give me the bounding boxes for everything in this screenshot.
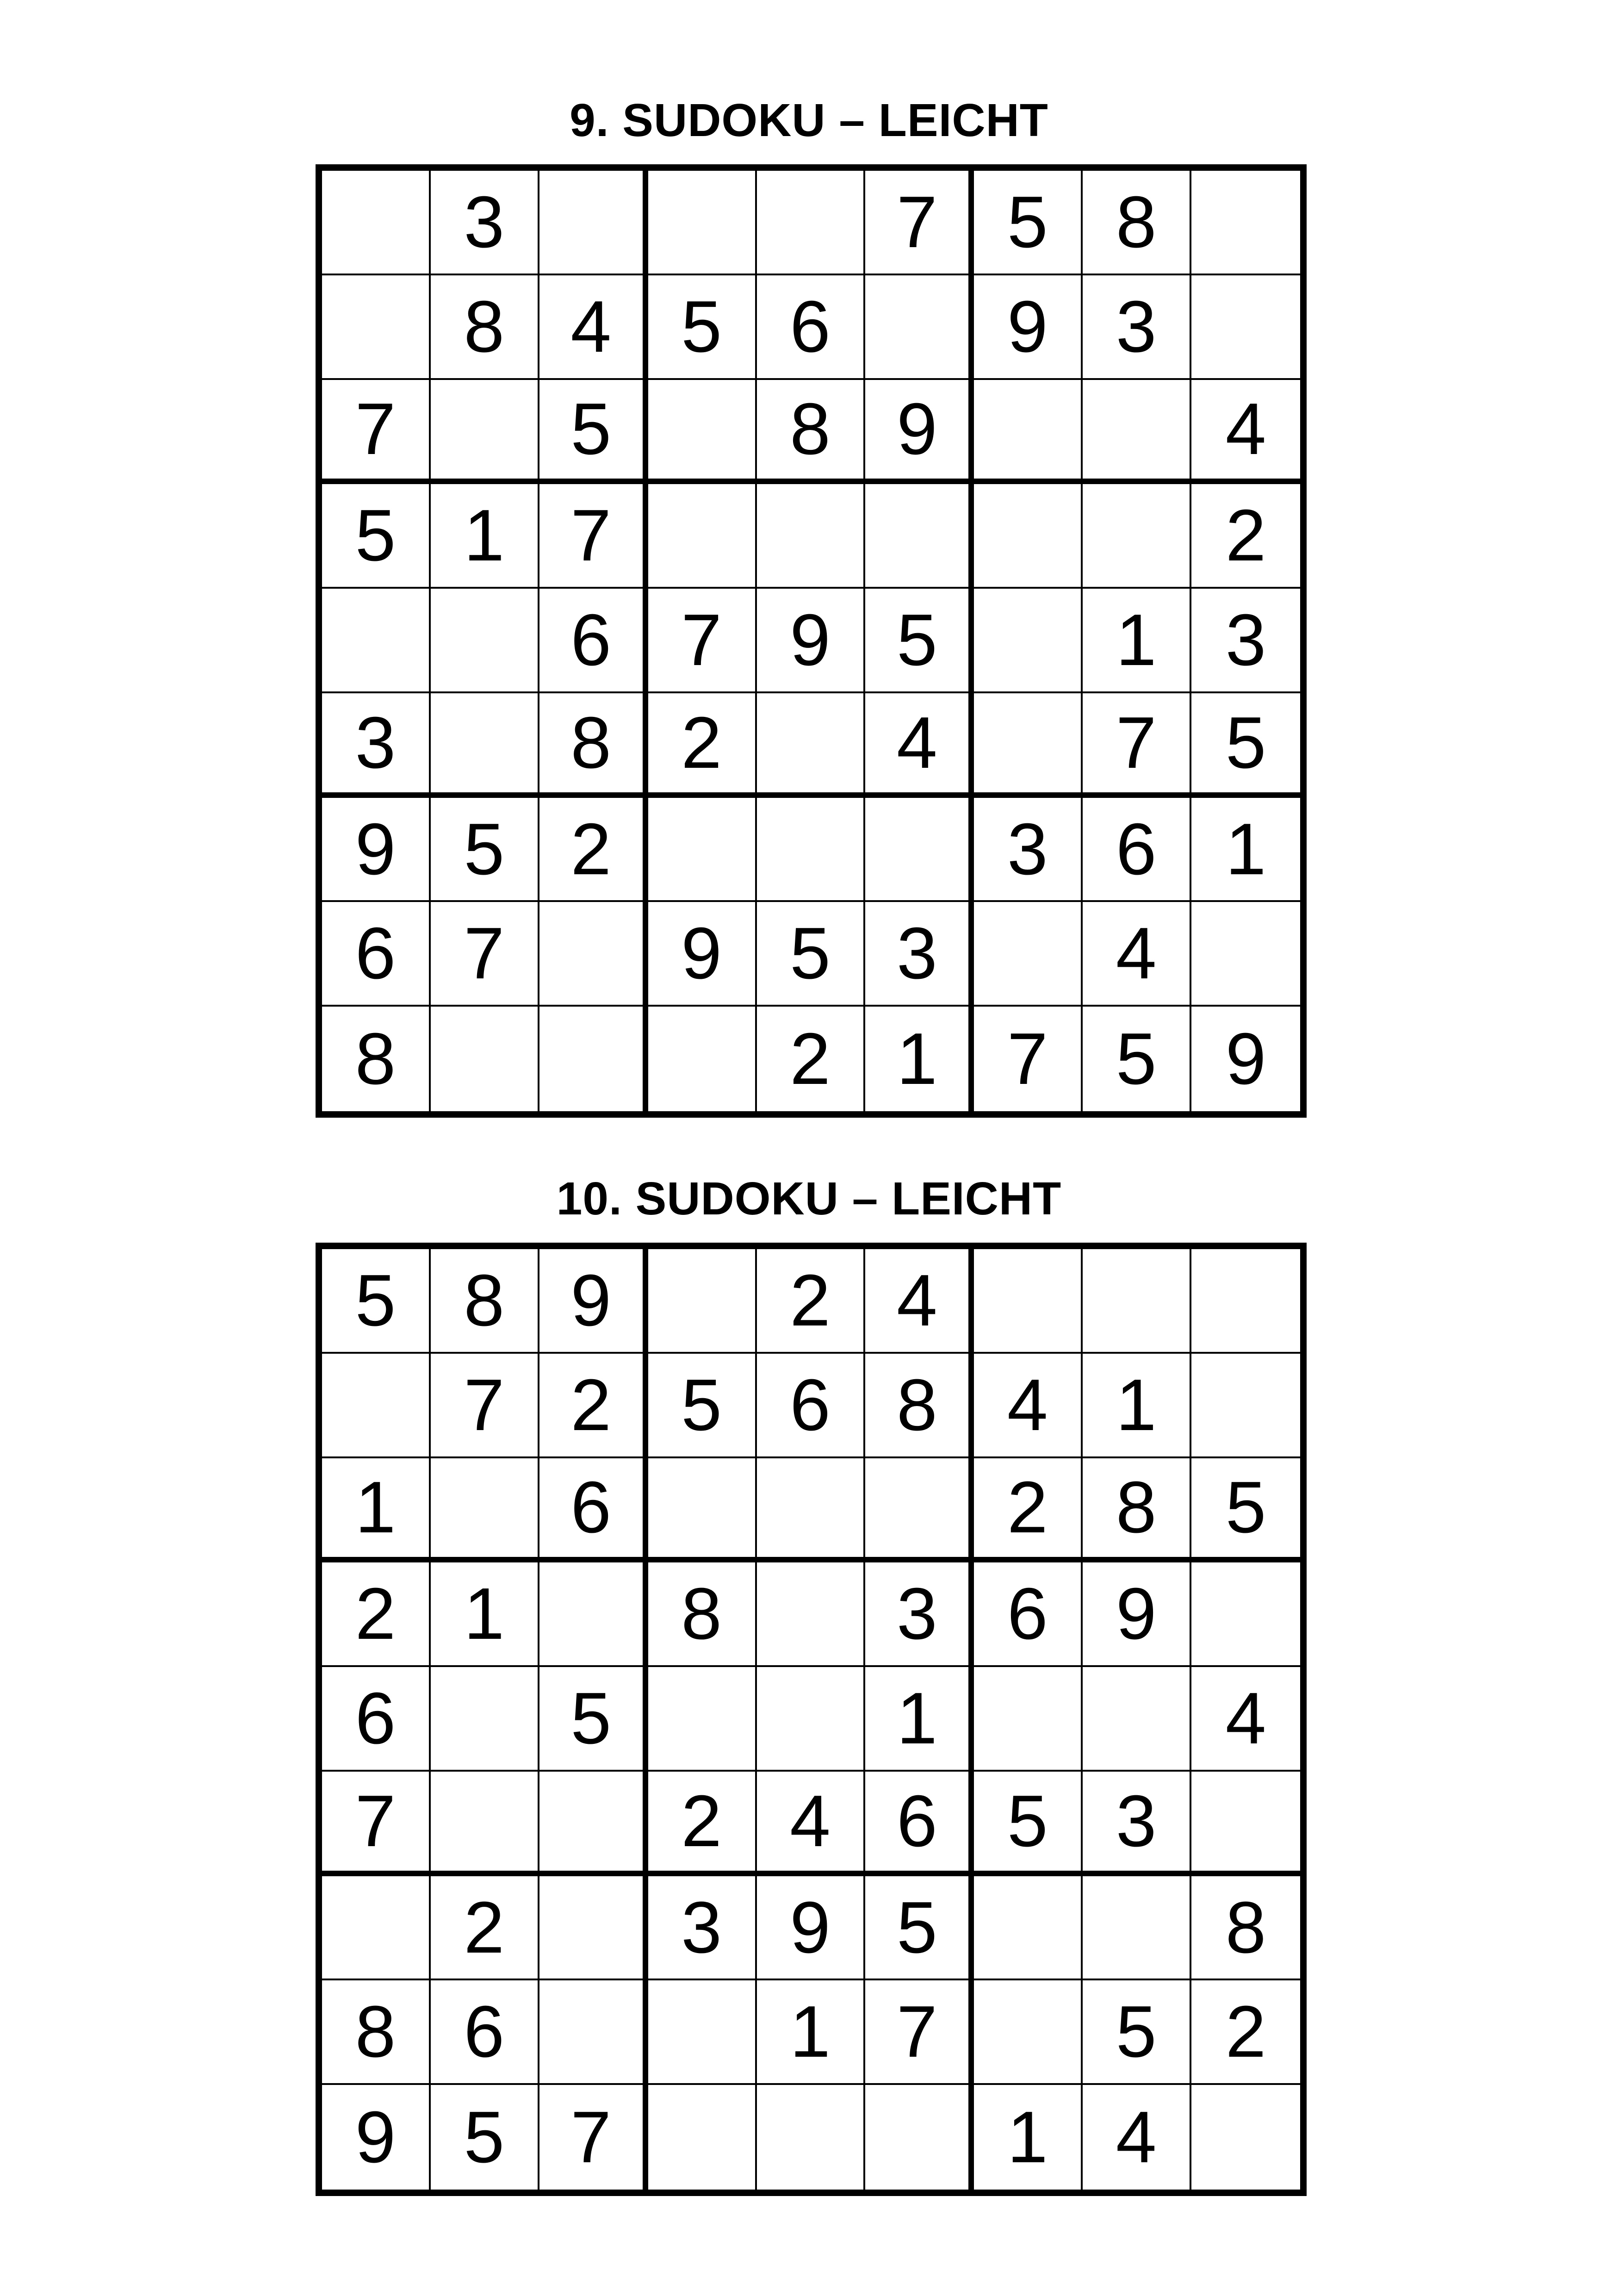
sudoku-cell[interactable]: 9 bbox=[1225, 1018, 1266, 1100]
sudoku-cell[interactable]: 2 bbox=[431, 1876, 539, 1981]
sudoku-cell[interactable]: 5 bbox=[322, 1249, 431, 1354]
sudoku-cell[interactable]: 6 bbox=[757, 1354, 866, 1458]
sudoku-cell[interactable] bbox=[1083, 1249, 1191, 1354]
sudoku-cell[interactable]: 8 bbox=[1083, 1458, 1191, 1563]
sudoku-cell[interactable] bbox=[431, 1772, 539, 1876]
sudoku-cell[interactable]: 7 bbox=[322, 1772, 431, 1876]
sudoku-cell[interactable]: 2 bbox=[757, 1007, 866, 1111]
sudoku-cell[interactable]: 4 bbox=[757, 1772, 866, 1876]
sudoku-cell[interactable] bbox=[757, 171, 866, 275]
sudoku-cell[interactable] bbox=[757, 1667, 866, 1772]
sudoku-cell[interactable]: 1 bbox=[865, 1007, 974, 1111]
sudoku-cell[interactable]: 5 bbox=[1083, 1007, 1191, 1111]
sudoku-cell[interactable]: 5 bbox=[648, 1354, 757, 1458]
sudoku-cell[interactable] bbox=[431, 589, 539, 693]
sudoku-cell[interactable] bbox=[1083, 484, 1191, 589]
sudoku-cell[interactable]: 6 bbox=[431, 1980, 539, 2085]
sudoku-cell[interactable]: 2 bbox=[322, 1562, 431, 1667]
sudoku-cell[interactable] bbox=[974, 1876, 1083, 1981]
sudoku-cell[interactable]: 6 bbox=[1083, 798, 1191, 902]
sudoku-cell[interactable] bbox=[974, 380, 1083, 485]
sudoku-cell[interactable]: 6 bbox=[757, 275, 866, 380]
sudoku-cell[interactable]: 8 bbox=[757, 380, 866, 485]
sudoku-cell[interactable] bbox=[1191, 902, 1300, 1007]
sudoku-cell[interactable]: 7 bbox=[865, 171, 974, 275]
sudoku-cell[interactable] bbox=[648, 1667, 757, 1772]
sudoku-cell[interactable]: 5 bbox=[757, 902, 866, 1007]
sudoku-cell[interactable] bbox=[431, 1458, 539, 1563]
sudoku-cell[interactable] bbox=[757, 1458, 866, 1563]
sudoku-cell[interactable] bbox=[865, 1458, 974, 1563]
sudoku-cell[interactable] bbox=[431, 693, 539, 798]
sudoku-cell[interactable]: 4 bbox=[974, 1354, 1083, 1458]
sudoku-cell[interactable] bbox=[322, 171, 431, 275]
sudoku-cell[interactable]: 8 bbox=[322, 1980, 431, 2085]
sudoku-cell[interactable] bbox=[757, 1562, 866, 1667]
sudoku-cell[interactable]: 4 bbox=[1083, 902, 1191, 1007]
sudoku-cell[interactable] bbox=[431, 1667, 539, 1772]
sudoku-cell[interactable]: 5 bbox=[974, 1772, 1083, 1876]
sudoku-cell[interactable]: 9 bbox=[865, 380, 974, 485]
sudoku-cell[interactable] bbox=[974, 589, 1083, 693]
sudoku-cell[interactable]: 1 bbox=[322, 1458, 431, 1563]
sudoku-cell[interactable]: 3 bbox=[1083, 1772, 1191, 1876]
sudoku-cell[interactable] bbox=[974, 1980, 1083, 2085]
sudoku-cell[interactable]: 4 bbox=[1191, 1667, 1300, 1772]
sudoku-cell[interactable]: 5 bbox=[865, 1876, 974, 1981]
sudoku-cell[interactable] bbox=[648, 1458, 757, 1563]
sudoku-cell[interactable] bbox=[322, 275, 431, 380]
sudoku-cell[interactable]: 7 bbox=[431, 1354, 539, 1458]
sudoku-cell[interactable]: 2 bbox=[539, 798, 648, 902]
sudoku-cell[interactable] bbox=[974, 1667, 1083, 1772]
sudoku-cell[interactable]: 7 bbox=[974, 1007, 1083, 1111]
sudoku-cell[interactable] bbox=[539, 1980, 648, 2085]
sudoku-cell[interactable] bbox=[648, 1249, 757, 1354]
sudoku-cell[interactable]: 6 bbox=[539, 1458, 648, 1563]
sudoku-cell[interactable] bbox=[1083, 1876, 1191, 1981]
sudoku-cell[interactable]: 3 bbox=[865, 902, 974, 1007]
sudoku-cell[interactable]: 1 bbox=[1083, 1354, 1191, 1458]
sudoku-cell[interactable] bbox=[648, 380, 757, 485]
sudoku-cell[interactable]: 9 bbox=[974, 275, 1083, 380]
sudoku-cell[interactable] bbox=[1191, 1562, 1300, 1667]
sudoku-cell[interactable]: 6 bbox=[974, 1562, 1083, 1667]
sudoku-cell[interactable] bbox=[648, 1007, 757, 1111]
sudoku-cell[interactable]: 8 bbox=[648, 1562, 757, 1667]
sudoku-cell[interactable] bbox=[539, 1772, 648, 1876]
sudoku-cell[interactable]: 9 bbox=[322, 2085, 431, 2190]
sudoku-cell[interactable]: 1 bbox=[431, 484, 539, 589]
sudoku-cell[interactable]: 9 bbox=[757, 1876, 866, 1981]
sudoku-cell[interactable]: 3 bbox=[648, 1876, 757, 1981]
sudoku-cell[interactable]: 9 bbox=[1083, 1562, 1191, 1667]
sudoku-cell[interactable]: 2 bbox=[974, 1458, 1083, 1563]
sudoku-cell[interactable] bbox=[539, 902, 648, 1007]
sudoku-cell[interactable] bbox=[1191, 275, 1300, 380]
sudoku-cell[interactable]: 5 bbox=[539, 380, 648, 485]
sudoku-cell[interactable]: 5 bbox=[539, 1667, 648, 1772]
sudoku-cell[interactable]: 5 bbox=[431, 798, 539, 902]
sudoku-cell[interactable] bbox=[539, 1562, 648, 1667]
sudoku-cell[interactable]: 7 bbox=[648, 589, 757, 693]
sudoku-cell[interactable]: 5 bbox=[648, 275, 757, 380]
sudoku-cell[interactable]: 1 bbox=[865, 1667, 974, 1772]
sudoku-cell[interactable] bbox=[539, 1007, 648, 1111]
sudoku-cell[interactable] bbox=[865, 275, 974, 380]
sudoku-cell[interactable]: 1 bbox=[431, 1562, 539, 1667]
sudoku-cell[interactable] bbox=[322, 1354, 431, 1458]
sudoku-cell[interactable]: 1 bbox=[1191, 798, 1300, 902]
sudoku-cell[interactable] bbox=[865, 2085, 974, 2190]
sudoku-cell[interactable]: 4 bbox=[865, 693, 974, 798]
sudoku-cell[interactable]: 5 bbox=[1191, 693, 1300, 798]
sudoku-cell[interactable]: 2 bbox=[648, 1772, 757, 1876]
sudoku-cell[interactable] bbox=[974, 484, 1083, 589]
sudoku-cell[interactable] bbox=[539, 171, 648, 275]
sudoku-cell[interactable]: 7 bbox=[1083, 693, 1191, 798]
sudoku-cell[interactable] bbox=[648, 1980, 757, 2085]
sudoku-cell[interactable]: 3 bbox=[974, 798, 1083, 902]
sudoku-cell[interactable]: 2 bbox=[757, 1249, 866, 1354]
sudoku-cell[interactable]: 5 bbox=[865, 589, 974, 693]
sudoku-cell[interactable] bbox=[648, 2085, 757, 2190]
sudoku-cell[interactable]: 8 bbox=[1083, 171, 1191, 275]
sudoku-cell[interactable]: 8 bbox=[539, 693, 648, 798]
sudoku-cell[interactable] bbox=[974, 1249, 1083, 1354]
sudoku-cell[interactable] bbox=[539, 1876, 648, 1981]
sudoku-cell[interactable] bbox=[757, 798, 866, 902]
sudoku-cell[interactable]: 6 bbox=[539, 589, 648, 693]
sudoku-cell[interactable]: 8 bbox=[431, 275, 539, 380]
sudoku-cell[interactable] bbox=[1191, 1249, 1300, 1354]
sudoku-cell[interactable]: 7 bbox=[539, 2085, 648, 2190]
sudoku-cell[interactable]: 6 bbox=[322, 902, 431, 1007]
sudoku-cell[interactable]: 6 bbox=[322, 1667, 431, 1772]
sudoku-cell[interactable]: 4 bbox=[1191, 380, 1300, 485]
sudoku-cell[interactable]: 3 bbox=[865, 1562, 974, 1667]
sudoku-cell[interactable]: 1 bbox=[757, 1980, 866, 2085]
sudoku-cell[interactable] bbox=[322, 589, 431, 693]
sudoku-cell[interactable]: 7 bbox=[539, 484, 648, 589]
sudoku-cell[interactable]: 2 bbox=[1191, 484, 1300, 589]
sudoku-cell[interactable] bbox=[757, 693, 866, 798]
sudoku-cell[interactable]: 3 bbox=[431, 171, 539, 275]
sudoku-cell[interactable]: 8 bbox=[865, 1354, 974, 1458]
sudoku-cell[interactable]: 3 bbox=[322, 693, 431, 798]
sudoku-cell[interactable] bbox=[974, 693, 1083, 798]
sudoku-cell[interactable] bbox=[648, 798, 757, 902]
sudoku-board bbox=[316, 164, 1307, 1118]
sudoku-cell[interactable]: 9 bbox=[322, 798, 431, 902]
puzzle-title: 9. SUDOKU – LEICHT bbox=[570, 94, 1048, 146]
sudoku-cell[interactable]: 1 bbox=[974, 2085, 1083, 2190]
sudoku-board bbox=[316, 1243, 1307, 2196]
sudoku-cell[interactable] bbox=[648, 484, 757, 589]
puzzle-title: 10. SUDOKU – LEICHT bbox=[556, 1173, 1062, 1225]
sudoku-cell[interactable]: 2 bbox=[648, 693, 757, 798]
sudoku-cell[interactable] bbox=[1083, 1667, 1191, 1772]
sudoku-cell[interactable] bbox=[1191, 1354, 1300, 1458]
sudoku-cell[interactable]: 5 bbox=[431, 2085, 539, 2190]
sudoku-cell[interactable] bbox=[431, 1007, 539, 1111]
sudoku-cell[interactable]: 2 bbox=[1191, 1980, 1300, 2085]
sudoku-cell[interactable] bbox=[648, 171, 757, 275]
sudoku-cell[interactable]: 9 bbox=[757, 589, 866, 693]
sudoku-cell[interactable]: 7 bbox=[322, 380, 431, 485]
sudoku-cell[interactable]: 8 bbox=[1191, 1876, 1300, 1981]
sudoku-cell[interactable] bbox=[974, 902, 1083, 1007]
sudoku-cell[interactable] bbox=[322, 1876, 431, 1981]
sudoku-cell[interactable]: 4 bbox=[1083, 2085, 1191, 2190]
sudoku-cell[interactable]: 5 bbox=[322, 484, 431, 589]
sudoku-cell[interactable] bbox=[1191, 171, 1300, 275]
sudoku-cell[interactable]: 7 bbox=[865, 1980, 974, 2085]
sudoku-cell[interactable]: 9 bbox=[539, 1249, 648, 1354]
sudoku-cell[interactable]: 9 bbox=[648, 902, 757, 1007]
sudoku-cell[interactable]: 4 bbox=[865, 1249, 974, 1354]
sudoku-cell[interactable]: 8 bbox=[322, 1007, 431, 1111]
sudoku-cell[interactable] bbox=[1083, 380, 1191, 485]
sudoku-cell[interactable]: 5 bbox=[1191, 1458, 1300, 1563]
sudoku-cell[interactable] bbox=[757, 484, 866, 589]
sudoku-cell[interactable]: 8 bbox=[431, 1249, 539, 1354]
sudoku-cell[interactable] bbox=[757, 2085, 866, 2190]
sudoku-cell[interactable] bbox=[865, 484, 974, 589]
sudoku-cell[interactable]: 5 bbox=[974, 171, 1083, 275]
sudoku-cell[interactable]: 3 bbox=[1191, 589, 1300, 693]
sudoku-cell[interactable] bbox=[865, 798, 974, 902]
sudoku-cell[interactable] bbox=[431, 380, 539, 485]
sudoku-cell[interactable]: 1 bbox=[1083, 589, 1191, 693]
sudoku-cell[interactable]: 5 bbox=[1083, 1980, 1191, 2085]
sudoku-cell[interactable]: 3 bbox=[1083, 275, 1191, 380]
sudoku-cell[interactable] bbox=[1191, 2085, 1300, 2190]
sudoku-cell[interactable]: 6 bbox=[865, 1772, 974, 1876]
sudoku-cell[interactable]: 2 bbox=[539, 1354, 648, 1458]
sudoku-cell[interactable]: 7 bbox=[431, 902, 539, 1007]
sudoku-cell[interactable]: 4 bbox=[539, 275, 648, 380]
sudoku-cell[interactable] bbox=[1191, 1772, 1300, 1876]
